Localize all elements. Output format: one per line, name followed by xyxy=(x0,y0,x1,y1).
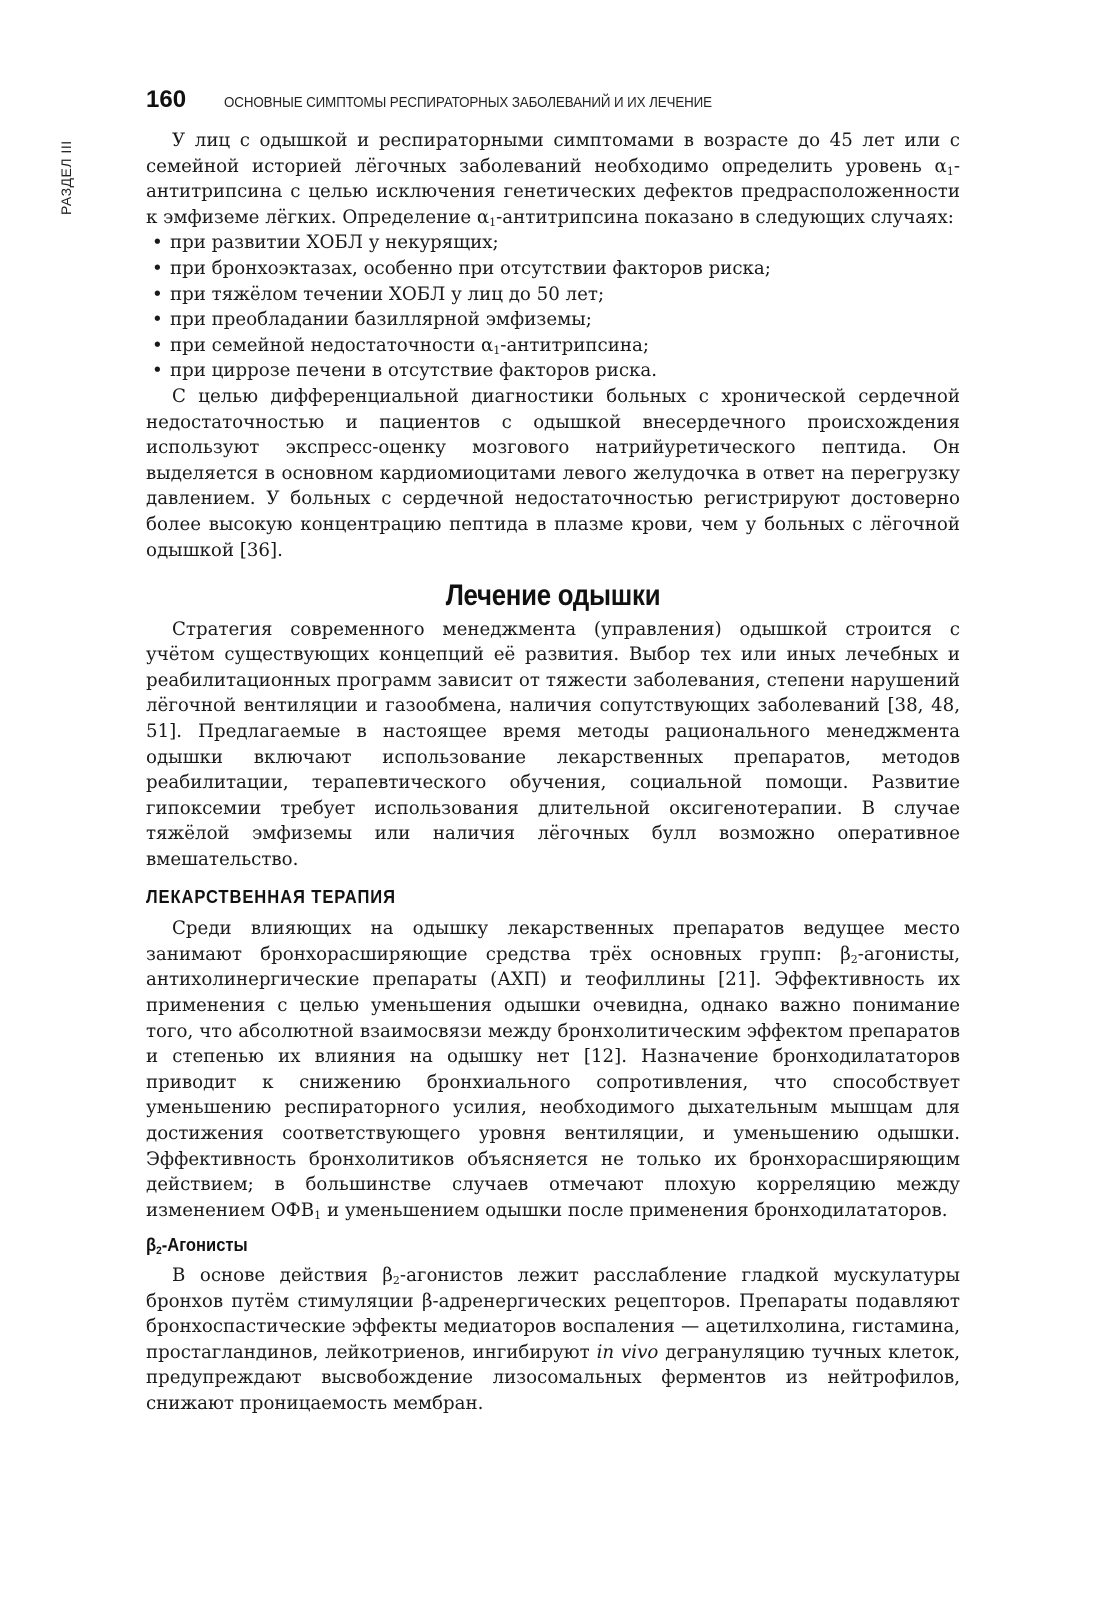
text-run: -агонисты, антихолинергические препараты (АХП) и теофиллины [21]. Эффективность их применения с целью уменьшения одышки очевидна, однако важно понимание того, что абсолютной взаимосвязи между бронхолитическим эффектом препаратов и степенью их влияния на одышку нет [12]. Назначение бронходилататоров приводит к снижению бронхиального сопротивления, что способствует уменьшению респираторного усилия, необходимого дыхательным мышцам для достижения соответствующего уровня вентиляции, и уменьшению одышки. Эффективность бронхолитиков объясняется не только их бронхорасширяющим действием; в большинстве случаев отмечают плохую корреляцию между изменением ОФВ xyxy=(146,943,960,1221)
drug-therapy-paragraph xyxy=(146,916,960,1223)
subscript: 2 xyxy=(850,952,858,966)
text-run: -антитрипсина показано в следующих случаях: xyxy=(496,206,954,228)
text-run: дегрануляцию тучных клеток, предупреждают высвобождение лизосомальных ферментов из нейтрофилов, снижают проницаемость мембран. xyxy=(146,1341,960,1414)
subscript: 1 xyxy=(493,343,501,357)
text-run: Среди влияющих на одышку лекарственных препаратов ведущее место занимают бронхорасширяющие средства трёх основных групп: β xyxy=(146,918,960,965)
running-title: ОСНОВНЫЕ СИМПТОМЫ РЕСПИРАТОРНЫХ ЗАБОЛЕВАНИЙ И ИХ ЛЕЧЕНИЕ xyxy=(224,95,712,111)
list-item xyxy=(152,230,960,256)
section-title: Лечение одышки xyxy=(445,579,661,613)
list-item-text: при бронхоэктазах, особенно при отсутствии факторов риска; xyxy=(170,257,771,279)
indications-list xyxy=(146,230,960,384)
section-side-label: РАЗДЕЛ III xyxy=(58,140,74,215)
list-item xyxy=(152,358,960,384)
text-run: В основе действия β xyxy=(172,1264,393,1286)
subscript: 1 xyxy=(946,164,954,178)
subsection-title: ЛЕКАРСТВЕННАЯ ТЕРАПИЯ xyxy=(146,886,396,907)
text-run: -агонистов лежит расслабление гладкой мускулатуры бронхов путём стимуляции β-адренергических рецепторов. Препараты подавляют бронхоспастические эффекты медиаторов воспаления — ацетилхолина, гистамина, простагландинов, лейкотриенов, ингибируют xyxy=(146,1264,960,1363)
page-number: 160 xyxy=(146,86,187,113)
list-item-text: при семейной недостаточности α xyxy=(170,334,494,356)
intro-paragraph-1 xyxy=(146,128,960,230)
list-item-text: при циррозе печени в отсутствие факторов риска. xyxy=(170,360,658,382)
bullet-icon: • xyxy=(152,283,163,305)
bullet-icon: • xyxy=(152,257,163,279)
subscript: 1 xyxy=(314,1208,322,1222)
bullet-icon: • xyxy=(152,232,163,254)
list-item xyxy=(152,256,960,282)
page-content xyxy=(146,128,960,1417)
italic-term: in vivo xyxy=(596,1341,659,1363)
text-run: -Агонисты xyxy=(161,1235,248,1256)
text-run: β xyxy=(146,1235,157,1256)
subscript: 1 xyxy=(489,215,497,229)
bullet-icon: • xyxy=(152,360,163,382)
subsubsection-title xyxy=(146,1233,895,1259)
text-run: У лиц с одышкой и респираторными симптомами в возрасте до 45 лет или с семейной историей лёгочных заболеваний необходимо определить уровень α xyxy=(146,130,960,177)
list-item-text: -антитрипсина; xyxy=(500,334,649,356)
beta2-paragraph xyxy=(146,1263,960,1417)
bullet-icon: • xyxy=(152,334,163,356)
intro-paragraph-2: С целью дифференциальной диагностики больных с хронической сердечной недостаточностью и пациентов с одышкой внесердечного происхождения используют экспресс-оценку мозгового натрийуретического пептида. Он выделяется в основном кардиомиоцитами левого желудочка в ответ на перегрузку давлением. У больных с сердечной недостаточностью регистрируют достоверно более высокую концентрацию пептида в плазме крови, чем у больных с лёгочной одышкой [36]. xyxy=(146,385,960,561)
list-item xyxy=(152,282,960,308)
treatment-paragraph: Стратегия современного менеджмента (управления) одышкой строится с учётом существующих концепций её развития. Выбор тех или иных лечебных и реабилитационных программ зависит от тяжести заболевания, степени нарушений лёгочной вентиляции и газообмена, наличия сопутствующих заболеваний [38, 48, 51]. Предлагаемые в настоящее время методы рационального менеджмента одышки включают использование лекарственных препаратов, методов реабилитации, терапевтического обучения, социальной помощи. Развитие гипоксемии требует использования длительной оксигенотерапии. В случае тяжёлой эмфиземы или наличия лёгочных булл возможно оперативное вмешательство. xyxy=(146,618,960,871)
list-item xyxy=(152,333,960,359)
list-item-text: при тяжёлом течении ХОБЛ у лиц до 50 лет; xyxy=(170,283,605,305)
subscript: 2 xyxy=(392,1273,400,1287)
list-item-text: при развитии ХОБЛ у некурящих; xyxy=(170,232,499,254)
list-item xyxy=(152,307,960,333)
bullet-icon: • xyxy=(152,309,163,331)
list-item-text: при преобладании базиллярной эмфиземы; xyxy=(170,309,592,331)
text-run: и уменьшением одышки после применения бронходилататоров. xyxy=(321,1199,948,1221)
text-run: -антитрипсина с целью исключения генетических дефектов предрасположенности к эмфиземе лёгких. Определение α xyxy=(146,155,960,228)
subscript: 2 xyxy=(156,1245,162,1258)
running-head xyxy=(146,86,976,116)
